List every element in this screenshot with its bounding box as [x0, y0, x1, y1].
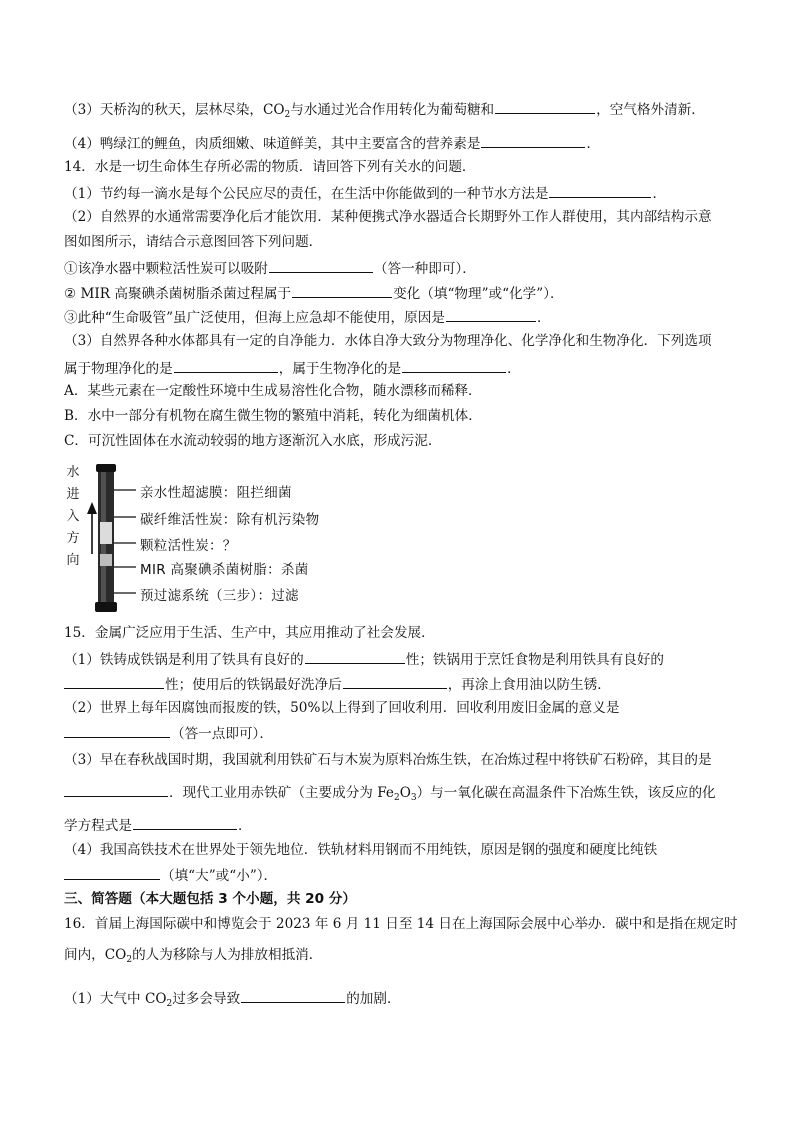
q14-3: （3）自然界各种水体都具有一定的自净能力．水体自净大致分为物理净化、化学净化和生物净化．下列选项: [64, 333, 712, 349]
answer-blank[interactable]: [402, 358, 506, 373]
q15-2: （2）世界上每年因腐蚀而报废的铁，50%以上得到了回收利用．回收利用废旧金属的意义是: [64, 700, 620, 716]
water-direction-label: 水 进 入 方 向: [66, 465, 80, 568]
q15-4-cont: （填“大”或“小”）．: [64, 865, 277, 885]
answer-blank[interactable]: [549, 183, 651, 198]
answer-blank[interactable]: [64, 865, 160, 880]
answer-blank[interactable]: [446, 307, 536, 322]
answer-blank[interactable]: [305, 649, 405, 664]
answer-blank[interactable]: [174, 358, 278, 373]
option-c: C．可沉性固体在水流动较弱的地方逐渐沉入水底，形成污泥．: [64, 433, 442, 449]
q15-3: （3）早在春秋战国时期，我国就利用铁矿石与木炭为原料冶炼生铁，在冶炼过程中将铁矿石粉碎，其目的是: [64, 752, 712, 768]
answer-blank[interactable]: [133, 815, 237, 830]
q13-4: （4）鸭绿江的鲤鱼，肉质细嫩、味道鲜美，其中主要富含的营养素是 ．: [64, 133, 600, 153]
water-purifier-figure: [64, 462, 364, 614]
label-carbon-fiber: 碳纤维活性炭：除有机污染物: [140, 512, 320, 528]
q14-3-cont: 属于物理净化的是 ，属于生物净化的是 ．: [64, 358, 521, 378]
q14-2-cont: 图如图所示，请结合示意图回答下列问题．: [64, 234, 323, 250]
answer-blank[interactable]: [269, 258, 373, 273]
answer-blank[interactable]: [64, 723, 170, 738]
option-b: B．水中一部分有机物在腐生微生物的繁殖中消耗，转化为细菌机体．: [64, 408, 482, 424]
option-a: A．某些元素在一定酸性环境中生成易溶性化合物，随水漂移而稀释．: [64, 383, 482, 399]
section-heading: 三、简答题（本大题包括 3 个小题，共 20 分）: [64, 891, 356, 907]
q15-1: （1）铁铸成铁锅是利用了铁具有良好的 性；铁锅用于烹饪食物是利用铁具有良好的: [64, 649, 664, 669]
answer-blank[interactable]: [64, 782, 168, 797]
tube-base: [95, 602, 117, 612]
answer-blank[interactable]: [241, 988, 345, 1003]
q14-2-b: ② MIR 高聚碘杀菌树脂杀菌过程属于 变化（填“物理”或“化学”）．: [64, 283, 564, 303]
label-prefilter: 预过滤系统（三步）：过滤: [140, 588, 299, 604]
label-ultrafiltration: 亲水性超滤膜：阻拦细菌: [140, 485, 292, 501]
q14-2-a: ①该净水器中颗粒活性炭可以吸附 （答一种即可）．: [64, 258, 476, 278]
q16-stem: 16．首届上海国际碳中和博览会于 2023 年 6 月 11 日至 14 日在上海国际会展中心举办．碳中和是指在规定时: [64, 916, 738, 932]
q16-stem-cont: 间内，$CO_2$的人为移除与人为排放相抵消．: [64, 947, 323, 965]
q15-2-cont: （答一点即可）．: [64, 723, 273, 743]
q14-2: （2）自然界的水通常需要净化后才能饮用．某种便携式净水器适合长期野外工作人群使用，其内部结构示意: [64, 209, 712, 225]
answer-blank[interactable]: [64, 674, 164, 689]
q14-stem: 14．水是一切生命体生存所必需的物质．请回答下列有关水的问题．: [64, 159, 476, 175]
q15-3-equation: 学方程式是 ．: [64, 815, 252, 835]
answer-blank[interactable]: [481, 133, 585, 148]
answer-blank[interactable]: [343, 674, 447, 689]
q15-4: （4）我国高铁技术在世界处于领先地位．铁轨材料用钢而不用纯铁，原因是钢的强度和硬度比纯铁: [64, 842, 658, 858]
label-granular-carbon: 颗粒活性炭：？: [140, 538, 237, 554]
answer-blank[interactable]: [495, 99, 595, 114]
answer-blank[interactable]: [292, 283, 392, 298]
q15-3-cont: ．现代工业用赤铁矿（主要成分为 $Fe_2O_3$）与一氧化碳在高温条件下冶炼生铁，该反应的化: [64, 782, 716, 802]
q14-2-c: ③此种“生命吸管”虽广泛使用，但海上应急却不能使用，原因是 ．: [64, 307, 551, 327]
label-mir-resin: MIR 高聚碘杀菌树脂：杀菌: [140, 562, 309, 578]
q14-1: （1）节约每一滴水是每个公民应尽的责任，在生活中你能做到的一种节水方法是 ．: [64, 183, 666, 203]
q15-1-cont: 性；使用后的铁锅最好洗净后 ，再涂上食用油以防生锈．: [64, 674, 611, 694]
tube-cap: [96, 464, 116, 472]
arrow-head-icon: [87, 502, 97, 514]
q15-stem: 15．金属广泛应用于生活、生产中，其应用推动了社会发展．: [64, 625, 435, 641]
q16-1: （1）大气中 $CO_2$过多会导致 的加剧．: [64, 988, 401, 1008]
q13-3: （3）天桥沟的秋天，层林尽染，$CO_2$与水通过光合作用转化为葡萄糖和 ，空气格外清新．: [64, 99, 705, 119]
